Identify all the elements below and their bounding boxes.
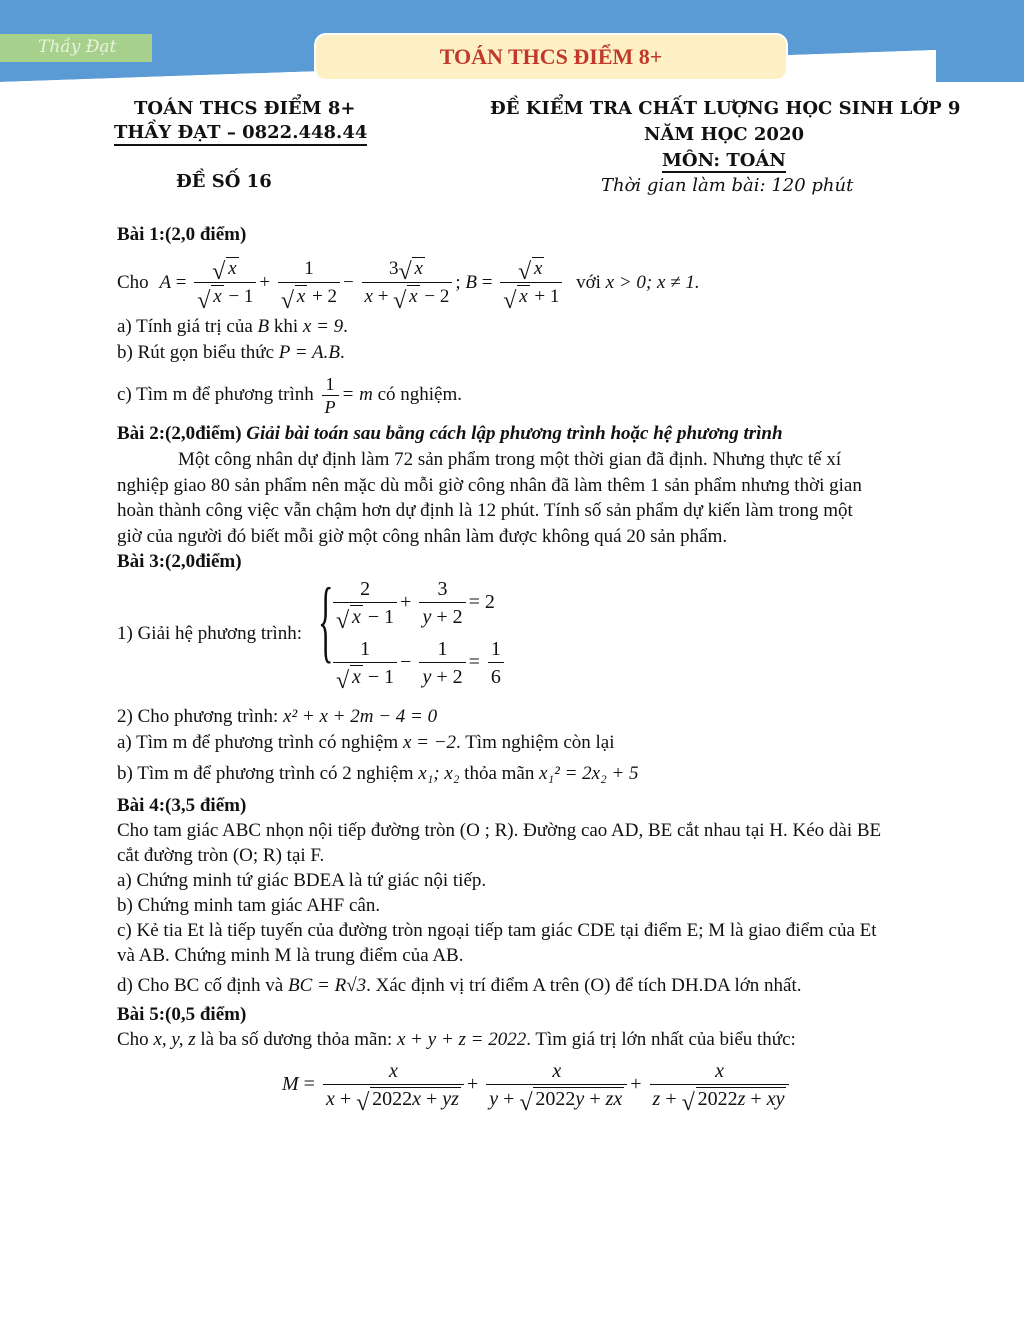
bai5-expression: M = x x + √ 2022x + yz + x y + √ 2022y + zx + x z + √ 2022z + xy bbox=[282, 1058, 792, 1113]
bai3-question2: 2) Cho phương trình: x² + x + 2m − 4 = 0 bbox=[117, 706, 438, 727]
left-header-line1: TOÁN THCS ĐIỂM 8+ bbox=[134, 98, 356, 119]
bai4-question-c2: và AB. Chứng minh M là trung điểm của AB. bbox=[117, 945, 464, 966]
system-eq2: 1 √ x − 1 − $\frac{1}{y + 2}$ = $\frac{1}{6}$ bbox=[330, 636, 507, 691]
system-eq1: 2 √ x − 1 + $\frac{3}{y + 2}$ = 2 bbox=[330, 576, 495, 631]
bai4-line1: Cho tam giác ABC nhọn nội tiếp đường tròn (O ; R). Đường cao AD, BE cắt nhau tại H. Kéo dài BE bbox=[117, 820, 882, 841]
bai2-title: Bài 2:(2,0điểm) Giải bài toán sau bằng cách lập phương trình hoặc hệ phương trình bbox=[117, 423, 783, 444]
bai3-question2a: a) Tìm m để phương trình có nghiệm x = −2. Tìm nghiệm còn lại bbox=[117, 732, 615, 753]
bai4-title: Bài 4:(3,5 điểm) bbox=[117, 795, 247, 816]
bai2-line2: nghiệp giao 80 sản phẩm nên mặc dù mỗi giờ công nhân đã làm thêm 1 sản phẩm nhưng thời gian bbox=[117, 475, 862, 496]
bai3-question2b: b) Tìm m để phương trình có 2 nghiệm x₁; x₂ thỏa mãn x₁² = 2x₂ + 5 bbox=[117, 763, 639, 784]
author-tag: Thầy Đạt bbox=[0, 34, 152, 62]
bai4-question-b: b) Chứng minh tam giác AHF cân. bbox=[117, 895, 381, 916]
right-header-line1: ĐỀ KIỂM TRA CHẤT LƯỢNG HỌC SINH LỚP 9 bbox=[490, 98, 961, 119]
left-header-line2: THẦY ĐẠT – 0822.448.44 bbox=[114, 122, 367, 146]
bai5-title: Bài 5:(0,5 điểm) bbox=[117, 1004, 247, 1025]
bai2-line4: giờ của người đó biết mỗi giờ một công nhân làm được không quá 20 sản phẩm. bbox=[117, 526, 728, 547]
bai5-statement: Cho x, y, z là ba số dương thỏa mãn: x + y + z = 2022. Tìm giá trị lớn nhất của biểu thức: bbox=[117, 1029, 796, 1050]
bai4-question-c: c) Kẻ tia Et là tiếp tuyến của đường tròn ngoại tiếp tam giác CDE tại điểm E; M là giao điểm của Et bbox=[117, 920, 877, 941]
bai1-question-c: c) Tìm m để phương trình $\frac{1}{P}$ = m có nghiệm. bbox=[117, 374, 463, 418]
right-header-subject: MÔN: TOÁN bbox=[662, 150, 786, 171]
bai4-line2: cắt đường tròn (O; R) tại F. bbox=[117, 845, 325, 866]
exam-number: ĐỀ SỐ 16 bbox=[176, 171, 272, 192]
bai2-line3: hoàn thành công việc vẫn chậm hơn dự định là 12 phút. Tính số sản phẩm dự kiến làm trong một bbox=[117, 500, 853, 521]
bai1-title: Bài 1:(2,0 điểm) bbox=[117, 224, 247, 245]
bai3-question1: 1) Giải hệ phương trình: bbox=[117, 623, 302, 644]
banner-title: TOÁN THCS ĐIỂM 8+ bbox=[439, 44, 663, 69]
bai1-expression: Cho A = √ x √ x − 1 + 1 √ x + 2 − 3 √ x x + √ x − 2 ; B = √ x √ x + 1 với x > 0; x ≠ 1. bbox=[117, 258, 700, 315]
bai4-question-a: a) Chứng minh tứ giác BDEA là tứ giác nội tiếp. bbox=[117, 870, 487, 891]
right-header-time: Thời gian làm bài: 120 phút bbox=[601, 175, 854, 196]
right-header-line2: NĂM HỌC 2020 bbox=[644, 124, 804, 145]
bai4-question-d: d) Cho BC cố định và BC = R√3. Xác định vị trí điểm A trên (O) để tích DH.DA lớn nhất. bbox=[117, 975, 802, 996]
system-brace: { bbox=[318, 569, 334, 671]
banner-title-box bbox=[316, 35, 786, 79]
bai2-line1: Một công nhân dự định làm 72 sản phẩm trong một thời gian đã định. Nhưng thực tế xí bbox=[178, 449, 842, 470]
bai3-title: Bài 3:(2,0điểm) bbox=[117, 551, 242, 572]
bai1-question-b: b) Rút gọn biểu thức P = A.B. bbox=[117, 342, 345, 363]
bai1-question-a: a) Tính giá trị của B khi x = 9. bbox=[117, 316, 348, 337]
